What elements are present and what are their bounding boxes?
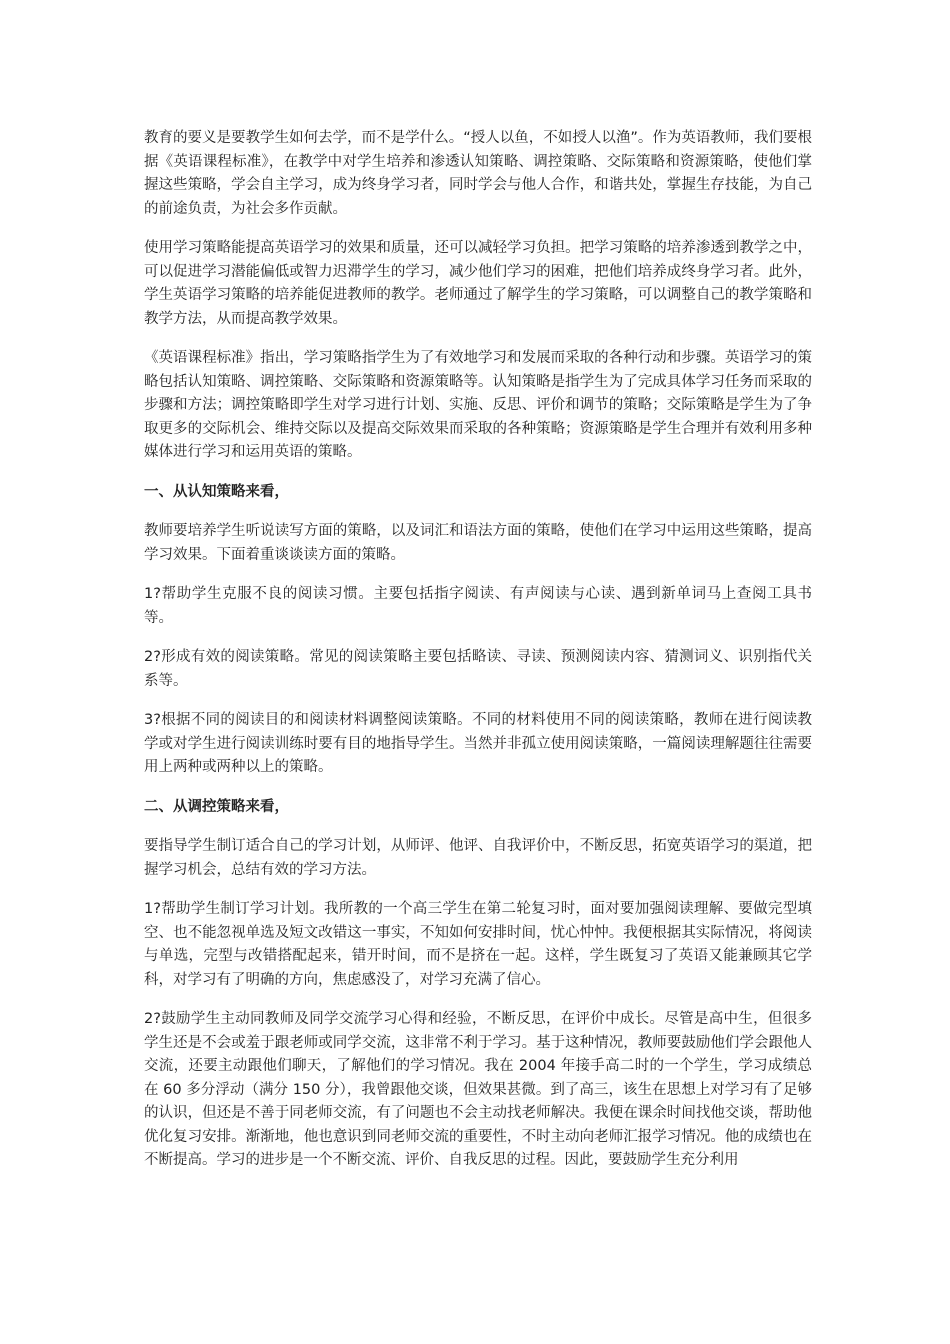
paragraph-regulation-item-2: 2?鼓励学生主动同教师及同学交流学习心得和经验，不断反思，在评价中成长。尽管是高中生，但很多学生还是不会或羞于跟老师或同学交流，这非常不利于学习。基于这种情况，教师要鼓励他们学会跟他人交流，还要主动跟他们聊天，了解他们的学习情况。我在 2004 年接手高二时的一个学生，学习成绩总在 60 多分浮动（满分 150 分），我曾跟他交谈，但效果甚微。到了高三，该生在思想上对学习有了足够的认识，但还是不善于同老师交流，有了问题也不会主动找老师解决。我便在课余时间找他交谈，帮助他优化复习安排。渐渐地，他也意识到同老师交流的重要性，不时主动向老师汇报学习情况。他的成绩也在不断提高。学习的进步是一个不断交流、评价、自我反思的过程。因此，要鼓励学生充分利用: [144, 1011, 812, 1168]
document-page: [144, 127, 812, 1189]
paragraph-cognitive-item-3: 3?根据不同的阅读目的和阅读材料调整阅读策略。不同的材料使用不同的阅读策略，教师在进行阅读教学或对学生进行阅读训练时要有目的地指导学生。当然并非孤立使用阅读策略，一篇阅读理解题往往需要用上两种或两种以上的策略。: [144, 712, 812, 775]
paragraph-cognitive-item-2: 2?形成有效的阅读策略。常见的阅读策略主要包括略读、寻读、预测阅读内容、猜测词义、识别指代关系等。: [144, 649, 812, 689]
paragraph-cognitive-intro: 教师要培养学生听说读写方面的策略，以及词汇和语法方面的策略，使他们在学习中运用这些策略，提高学习效果。下面着重谈谈读方面的策略。: [144, 523, 812, 563]
paragraph-curriculum-definition: 《英语课程标准》指出，学习策略指学生为了有效地学习和发展而采取的各种行动和步骤。英语学习的策略包括认知策略、调控策略、交际策略和资源策略等。认知策略是指学生为了完成具体学习任务而采取的步骤和方法；调控策略即学生对学习进行计划、实施、反思、评价和调节的策略；交际策略是学生为了争取更多的交际机会、维持交际以及提高交际效果而采取的各种策略；资源策略是学生合理并有效利用多种媒体进行学习和运用英语的策略。: [144, 350, 812, 460]
paragraph-cognitive-item-1: 1?帮助学生克服不良的阅读习惯。主要包括指字阅读、有声阅读与心读、遇到新单词马上查阅工具书等。: [144, 586, 812, 626]
paragraph-regulation-item-1: 1?帮助学生制订学习计划。我所教的一个高三学生在第二轮复习时，面对要加强阅读理解、要做完型填空、也不能忽视单选及短文改错这一事实，不知如何安排时间，忧心忡忡。我便根据其实际情况，将阅读与单选，完型与改错搭配起来，错开时间，而不是挤在一起。这样，学生既复习了英语又能兼顾其它学科，对学习有了明确的方向，焦虑感没了，对学习充满了信心。: [144, 901, 812, 988]
section-heading-cognitive: 一、从认知策略来看，: [144, 483, 289, 500]
paragraph-intro: 教育的要义是要教学生如何去学，而不是学什么。“授人以鱼，不如授人以渔”。作为英语教师，我们要根据《英语课程标准》，在教学中对学生培养和渗透认知策略、调控策略、交际策略和资源策略，使他们掌握这些策略，学会自主学习，成为终身学习者，同时学会与他人合作，和谐共处，掌握生存技能，为自己的前途负责，为社会多作贡献。: [144, 130, 812, 217]
section-heading-regulation: 二、从调控策略来看，: [144, 798, 289, 815]
paragraph-regulation-intro: 要指导学生制订适合自己的学习计划，从师评、他评、自我评价中，不断反思，拓宽英语学习的渠道，把握学习机会，总结有效的学习方法。: [144, 838, 812, 878]
paragraph-strategy-benefits: 使用学习策略能提高英语学习的效果和质量，还可以减轻学习负担。把学习策略的培养渗透到教学之中，可以促进学习潜能偏低或智力迟滞学生的学习，减少他们学习的困难，把他们培养成终身学习者。此外，学生英语学习策略的培养能促进教师的教学。老师通过了解学生的学习策略，可以调整自己的教学策略和教学方法，从而提高教学效果。: [144, 240, 812, 327]
